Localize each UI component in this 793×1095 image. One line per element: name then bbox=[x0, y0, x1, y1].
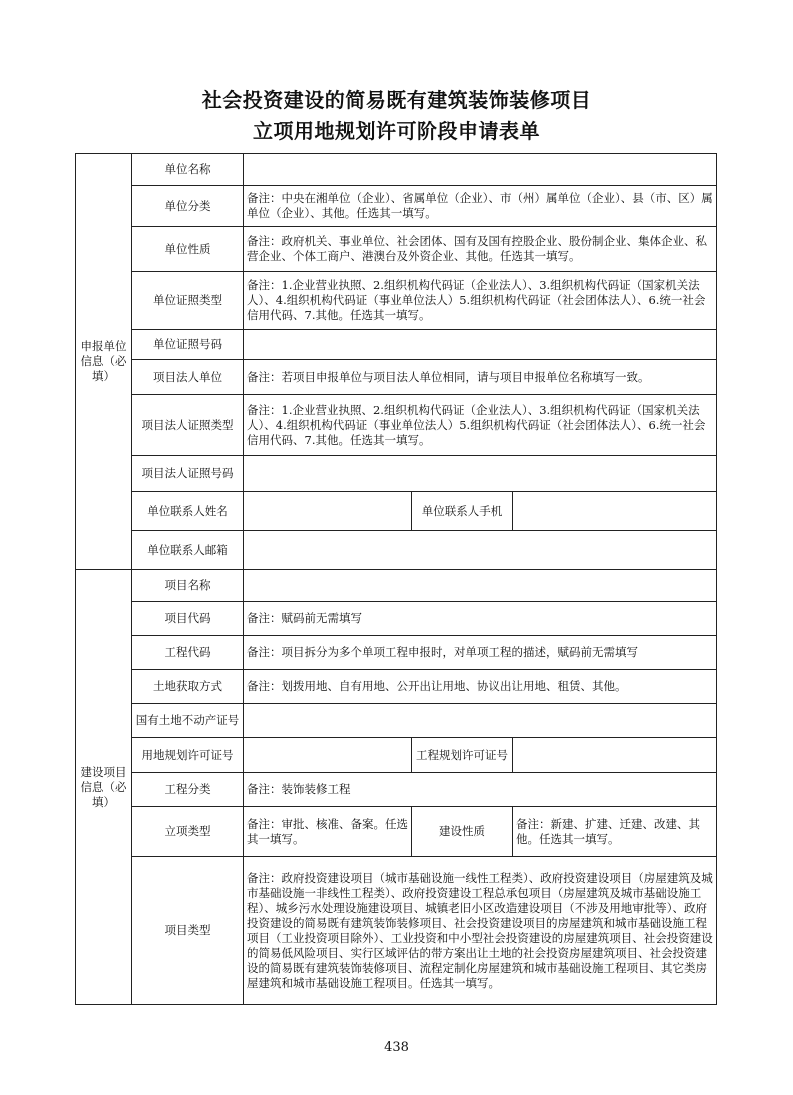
applicant-section-label: 申报单位信息（必填） bbox=[76, 154, 132, 570]
contact-name-field[interactable] bbox=[244, 492, 412, 531]
form-title-line2: 立项用地规划许可阶段申请表单 bbox=[253, 119, 540, 143]
row-permits bbox=[76, 738, 717, 773]
row-unit-nature bbox=[76, 227, 717, 272]
page-number: 438 bbox=[384, 1040, 409, 1055]
row-engineering-code bbox=[76, 636, 717, 670]
engineering-category-field[interactable]: 备注：装饰装修工程 bbox=[244, 773, 717, 807]
project-name-label: 项目名称 bbox=[132, 570, 244, 602]
legal-license-number-label: 项目法人证照号码 bbox=[132, 456, 244, 492]
project-code-field[interactable]: 备注：赋码前无需填写 bbox=[244, 602, 717, 636]
land-use-permit-field[interactable] bbox=[244, 738, 412, 773]
unit-nature-label: 单位性质 bbox=[132, 227, 244, 272]
row-legal-license-number bbox=[76, 456, 717, 492]
row-project-type bbox=[76, 857, 717, 1005]
row-engineering-category bbox=[76, 773, 717, 807]
row-license-type bbox=[76, 272, 717, 330]
row-unit-category bbox=[76, 186, 717, 227]
legal-unit-field[interactable]: 备注：若项目申报单位与项目法人单位相同，请与项目申报单位名称填写一致。 bbox=[244, 360, 717, 395]
project-section-label: 建设项目信息（必填） bbox=[76, 570, 132, 1005]
land-acquisition-field[interactable]: 备注：划拨用地、自有用地、公开出让用地、协议出让用地、租赁、其他。 bbox=[244, 670, 717, 704]
legal-license-type-label: 项目法人证照类型 bbox=[132, 395, 244, 456]
engineering-permit-field[interactable] bbox=[513, 738, 717, 773]
license-type-field[interactable]: 备注：1.企业营业执照、2.组织机构代码证（企业法人）、3.组织机构代码证（国家机关法人）、4.组织机构代码证（事业单位法人）5.组织机构代码证（社会团体法人）、6.统一社会信用代码、7.其他。任选其一填写。 bbox=[244, 272, 717, 330]
unit-nature-field[interactable]: 备注：政府机关、事业单位、社会团体、国有及国有控股企业、股份制企业、集体企业、私营企业、个体工商户、港澳台及外资企业、其他。任选其一填写。 bbox=[244, 227, 717, 272]
form-title-line1: 社会投资建设的简易既有建筑装饰装修项目 bbox=[201, 88, 592, 112]
contact-email-field[interactable] bbox=[244, 531, 717, 570]
unit-category-field[interactable]: 备注：中央在湘单位（企业）、省属单位（企业）、市（州）属单位（企业）、县（市、区）属单位（企业）、其他。任选其一填写。 bbox=[244, 186, 717, 227]
row-contact bbox=[76, 492, 717, 531]
approval-type-label: 立项类型 bbox=[132, 807, 244, 857]
engineering-code-field[interactable]: 备注：项目拆分为多个单项工程申报时，对单项工程的描述，赋码前无需填写 bbox=[244, 636, 717, 670]
row-unit-name bbox=[76, 154, 717, 186]
land-use-permit-label: 用地规划许可证号 bbox=[132, 738, 244, 773]
unit-name-label: 单位名称 bbox=[132, 154, 244, 186]
construction-nature-label: 建设性质 bbox=[412, 807, 513, 857]
row-project-name bbox=[76, 570, 717, 602]
engineering-permit-label: 工程规划许可证号 bbox=[412, 738, 513, 773]
contact-email-label: 单位联系人邮箱 bbox=[132, 531, 244, 570]
contact-phone-field[interactable] bbox=[513, 492, 717, 531]
project-type-field[interactable]: 备注：政府投资建设项目（城市基础设施一线性工程类）、政府投资建设项目（房屋建筑及城市基础设施一非线性工程类）、政府投资建设工程总承包项目（房屋建筑及城市基础设施工程）、城乡污水处理设施建设项目、城镇老旧小区改造建设项目（不涉及用地审批等）、政府投资建设的简易既有建筑装饰装修项目、社会投资建设项目的房屋建筑和城市基础设施工程项目（工业投资项目除外）、工业投资和中小型社会投资建设的房屋建筑项目、社会投资建设的简易低风险项目、实行区域评估的带方案出让土地的社会投资房屋建筑项目、社会投资建设的简易既有建筑装饰装修项目、流程定制化房屋建筑和城市基础设施工程项目、其它类房屋建筑和城市基础设施工程项目。任选其一填写。 bbox=[244, 857, 717, 1005]
row-real-estate-cert bbox=[76, 704, 717, 738]
row-project-code bbox=[76, 602, 717, 636]
unit-category-label: 单位分类 bbox=[132, 186, 244, 227]
approval-type-field[interactable]: 备注：审批、核准、备案。任选其一填写。 bbox=[244, 807, 412, 857]
engineering-code-label: 工程代码 bbox=[132, 636, 244, 670]
land-acquisition-label: 土地获取方式 bbox=[132, 670, 244, 704]
real-estate-cert-field[interactable] bbox=[244, 704, 717, 738]
engineering-category-label: 工程分类 bbox=[132, 773, 244, 807]
construction-nature-field[interactable]: 备注：新建、扩建、迁建、改建、其他。任选其一填写。 bbox=[513, 807, 717, 857]
project-type-label: 项目类型 bbox=[132, 857, 244, 1005]
unit-name-field[interactable] bbox=[244, 154, 717, 186]
license-number-field[interactable] bbox=[244, 330, 717, 360]
row-land-acquisition bbox=[76, 670, 717, 704]
legal-license-type-field[interactable]: 备注：1.企业营业执照、2.组织机构代码证（企业法人）、3.组织机构代码证（国家机关法人）、4.组织机构代码证（事业单位法人）5.组织机构代码证（社会团体法人）、6.统一社会信用代码、7.其他。任选其一填写。 bbox=[244, 395, 717, 456]
project-code-label: 项目代码 bbox=[132, 602, 244, 636]
application-form-table bbox=[75, 153, 717, 1005]
row-legal-unit bbox=[76, 360, 717, 395]
project-name-field[interactable] bbox=[244, 570, 717, 602]
row-approval bbox=[76, 807, 717, 857]
legal-unit-label: 项目法人单位 bbox=[132, 360, 244, 395]
license-type-label: 单位证照类型 bbox=[132, 272, 244, 330]
row-contact-email bbox=[76, 531, 717, 570]
row-license-number bbox=[76, 330, 717, 360]
contact-name-label: 单位联系人姓名 bbox=[132, 492, 244, 531]
row-legal-license-type bbox=[76, 395, 717, 456]
real-estate-cert-label: 国有土地不动产证号 bbox=[132, 704, 244, 738]
license-number-label: 单位证照号码 bbox=[132, 330, 244, 360]
contact-phone-label: 单位联系人手机 bbox=[412, 492, 513, 531]
legal-license-number-field[interactable] bbox=[244, 456, 717, 492]
